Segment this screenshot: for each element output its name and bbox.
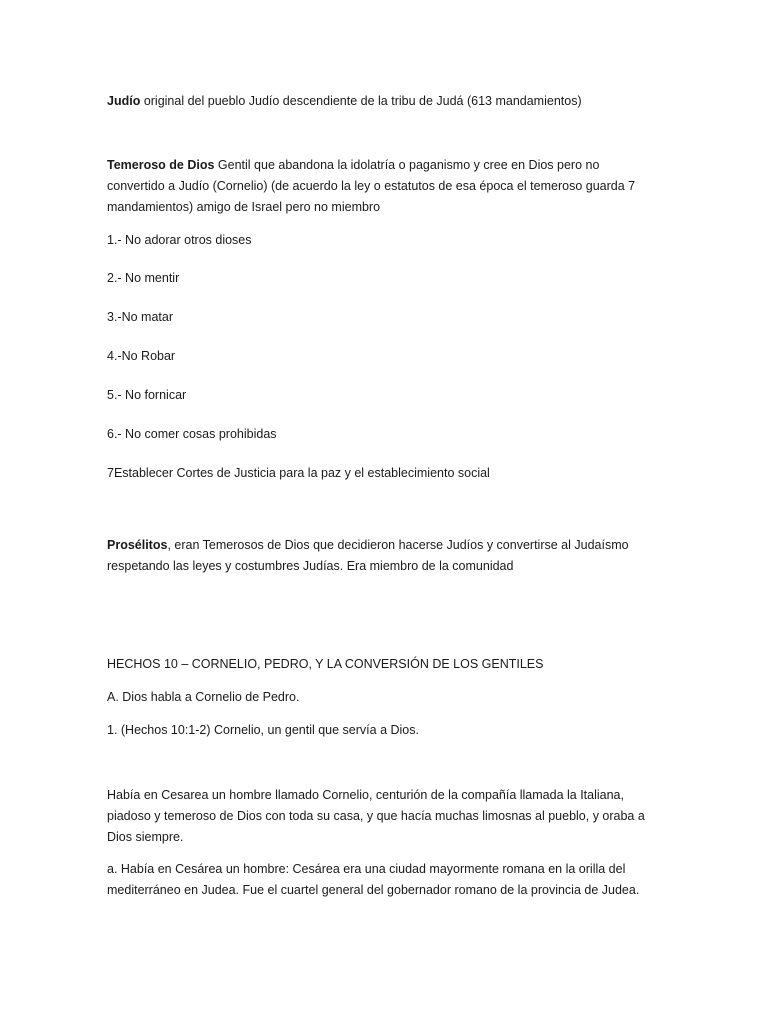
commandment-3: 3.-No matar (107, 310, 173, 324)
proselitos-definition-line-2: respetando las leyes y costumbres Judías. Era miembro de la comunidad (107, 559, 514, 573)
temeroso-definition-line-2: convertido a Judío (Cornelio) (de acuerdo la ley o estatutos de esa época el temeroso guarda 7 (107, 179, 636, 193)
scripture-line-3: Dios siempre. (107, 830, 184, 844)
commandment-2: 2.- No mentir (107, 271, 180, 285)
judio-term: Judío (107, 94, 141, 108)
commandment-5: 5.- No fornicar (107, 388, 187, 402)
proselitos-definition-line-1 (107, 535, 667, 556)
proselitos-term: Prosélitos (107, 538, 168, 552)
hechos-heading: HECHOS 10 – CORNELIO, PEDRO, Y LA CONVERSIÓN DE LOS GENTILES (107, 657, 544, 671)
temeroso-definition-line-3: mandamientos) amigo de Israel pero no miembro (107, 200, 381, 214)
scripture-line-2: piadoso y temeroso de Dios con toda su casa, y que hacía muchas limosnas al pueblo, y oraba a (107, 809, 645, 823)
commandment-4: 4.-No Robar (107, 349, 176, 363)
judio-text: original del pueblo Judío descendiente de la tribu de Judá (613 mandamientos) (140, 94, 582, 108)
proselitos-text-1: , eran Temerosos de Dios que decidieron hacerse Judíos y convertirse al Judaísmo (167, 538, 629, 552)
commandment-7: 7Establecer Cortes de Justicia para la paz y el establecimiento social (107, 466, 490, 480)
temeroso-term: Temeroso de Dios (107, 158, 215, 172)
temeroso-text-1: Gentil que abandona la idolatría o paganismo y cree en Dios pero no (214, 158, 600, 172)
commandment-1: 1.- No adorar otros dioses (107, 233, 252, 247)
commentary-line-2: mediterráneo en Judea. Fue el cuartel general del gobernador romano de la provincia de Judea. (107, 883, 640, 897)
commandment-6: 6.- No comer cosas prohibidas (107, 427, 277, 441)
commentary-line-1: a. Había en Cesárea un hombre: Cesárea era una ciudad mayormente romana en la orilla del (107, 862, 626, 876)
section-a-heading: A. Dios habla a Cornelio de Pedro. (107, 690, 300, 704)
scripture-line-1: Había en Cesarea un hombre llamado Cornelio, centurión de la compañía llamada la Italiana, (107, 788, 624, 802)
judio-definition (107, 91, 667, 112)
point-1-heading: 1. (Hechos 10:1-2) Cornelio, un gentil que servía a Dios. (107, 723, 419, 737)
temeroso-definition-line-1 (107, 155, 667, 176)
